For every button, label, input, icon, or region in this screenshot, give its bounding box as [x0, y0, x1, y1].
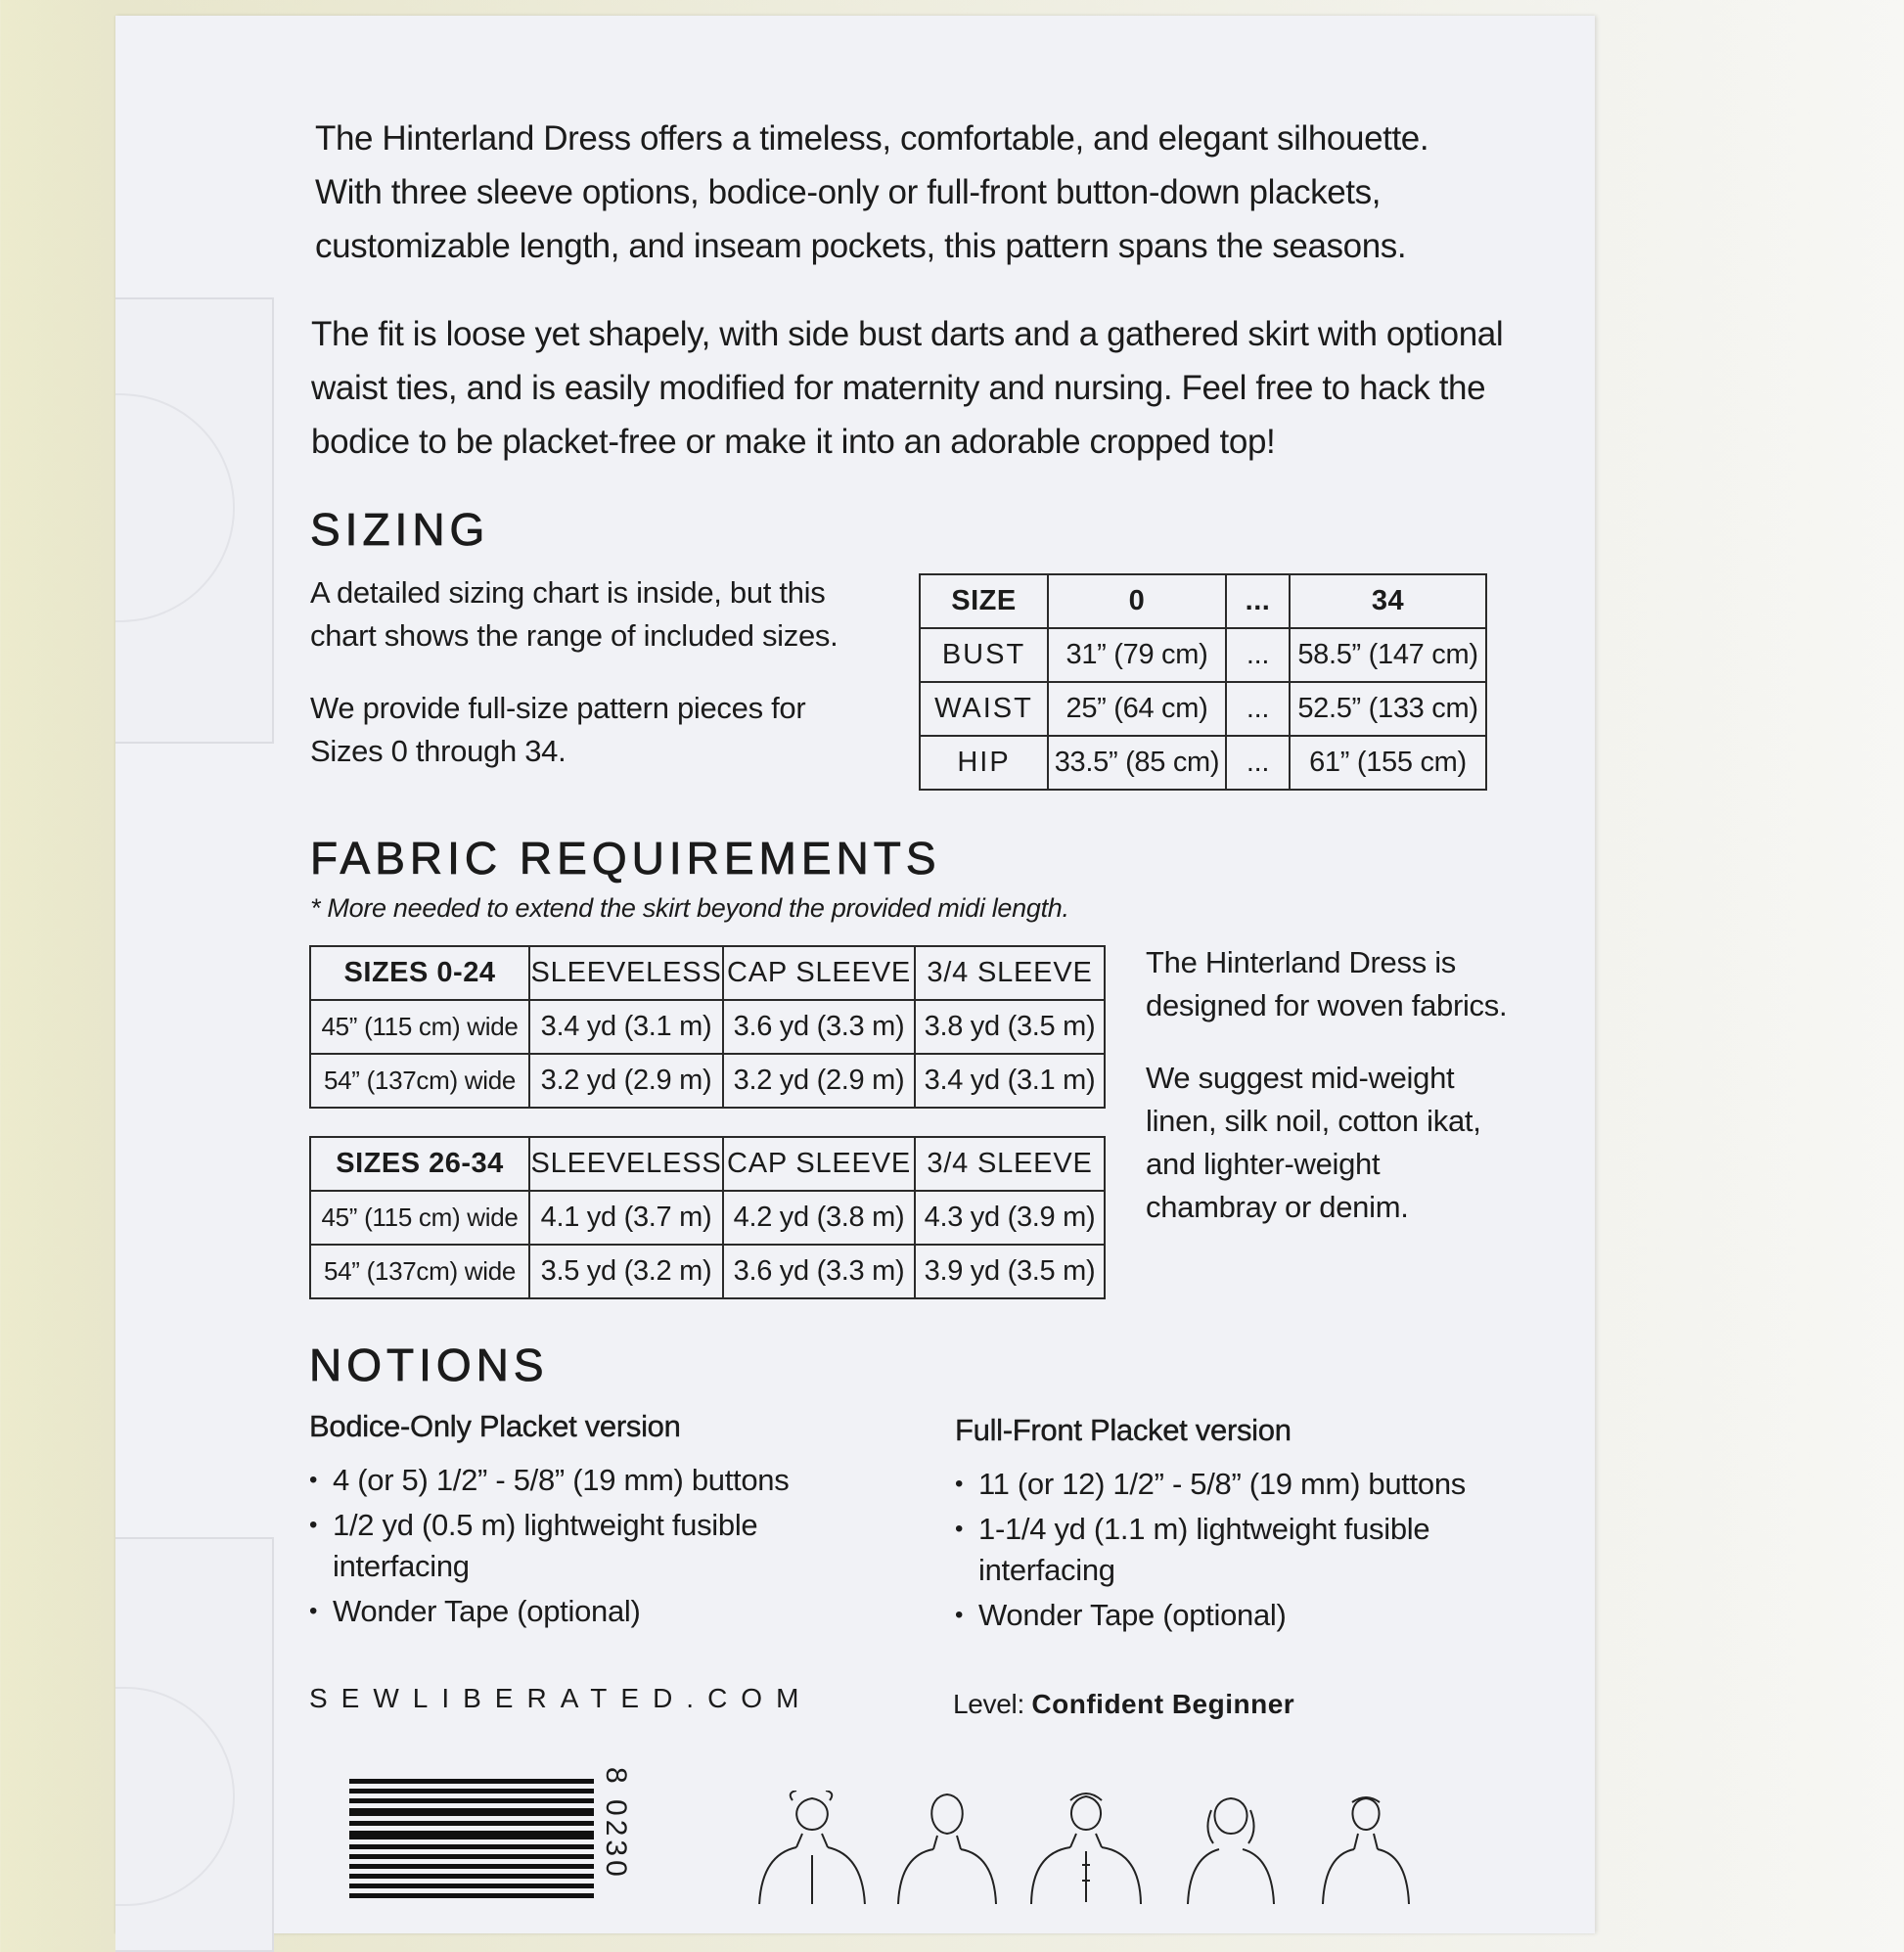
fabric-table-sizes-0-24: [309, 945, 1106, 1109]
table-row: [310, 1054, 1105, 1108]
table-header-row: [920, 574, 1486, 628]
table-cell: SIZES 0-24: [310, 946, 529, 1000]
notions-bodice-title: Bodice-Only Placket version: [309, 1409, 681, 1443]
notions-heading: NOTIONS: [309, 1339, 549, 1390]
fabric-note: * More needed to extend the skirt beyond the provided midi length.: [310, 893, 1069, 923]
table-cell: 33.5” (85 cm): [1048, 736, 1226, 790]
skill-level: [953, 1689, 1294, 1720]
table-header-row: [310, 946, 1105, 1000]
sizing-range-line: We provide full-size pattern pieces for: [310, 691, 806, 725]
table-cell: 3.6 yd (3.3 m): [723, 1000, 915, 1054]
table-cell: 31” (79 cm): [1048, 628, 1226, 682]
table-cell: ...: [1226, 574, 1290, 628]
table-cell: 4.3 yd (3.9 m): [915, 1191, 1105, 1245]
table-cell: 3.6 yd (3.3 m): [723, 1245, 915, 1298]
table-cell: 0: [1048, 574, 1226, 628]
intro-p1-line: The Hinterland Dress offers a timeless, comfortable, and elegant silhouette.: [315, 119, 1429, 158]
figure-illustration-5: [1323, 1797, 1409, 1904]
table-cell: 45” (115 cm) wide: [310, 1191, 529, 1245]
table-cell: ...: [1226, 628, 1290, 682]
table-cell: SIZE: [920, 574, 1048, 628]
table-cell: 3.2 yd (2.9 m): [529, 1054, 723, 1108]
table-cell: 3.9 yd (3.5 m): [915, 1245, 1105, 1298]
intro-p1-line: With three sleeve options, bodice-only or full-front button-down plackets,: [315, 173, 1382, 211]
table-cell: SLEEVELESS: [529, 946, 723, 1000]
table-cell: 3.8 yd (3.5 m): [915, 1000, 1105, 1054]
fabric-side-line: The Hinterland Dress is: [1146, 945, 1456, 979]
table-row: [920, 628, 1486, 682]
fabric-table-sizes-26-34: [309, 1136, 1106, 1299]
list-item: • 1-1/4 yd (1.1 m) lightweight fusible interfacing: [955, 1509, 1448, 1591]
fabric-suggestion: [1146, 1057, 1481, 1229]
sizing-description: [310, 571, 838, 658]
notions-bodice-section: [309, 1409, 857, 1636]
figure-illustration-1: [759, 1791, 865, 1904]
sizing-heading: SIZING: [310, 504, 490, 555]
notions-full-section: [955, 1413, 1503, 1640]
website-url: SEWLIBERATED.COM: [309, 1683, 813, 1713]
notions-full-list: [955, 1464, 1503, 1636]
table-cell: WAIST: [920, 682, 1048, 736]
list-item: • Wonder Tape (optional): [309, 1591, 857, 1632]
fabric-side-line: designed for woven fabrics.: [1146, 988, 1508, 1022]
list-item: • Wonder Tape (optional): [955, 1595, 1503, 1636]
table-cell: 4.1 yd (3.7 m): [529, 1191, 723, 1245]
list-item: • 1/2 yd (0.5 m) lightweight fusible interfacing: [309, 1505, 783, 1587]
sizing-desc-line: A detailed sizing chart is inside, but this: [310, 575, 826, 610]
table-cell: BUST: [920, 628, 1048, 682]
skill-level-label: Level:: [953, 1689, 1024, 1719]
table-cell: 45” (115 cm) wide: [310, 1000, 529, 1054]
table-row: [310, 1000, 1105, 1054]
table-cell: ...: [1226, 682, 1290, 736]
table-cell: 3/4 SLEEVE: [915, 946, 1105, 1000]
sizing-range-line: Sizes 0 through 34.: [310, 734, 567, 768]
fabric-side-line: and lighter-weight: [1146, 1147, 1381, 1181]
table-row: [310, 1191, 1105, 1245]
table-cell: 58.5” (147 cm): [1290, 628, 1486, 682]
table-row: [920, 736, 1486, 790]
table-cell: 34: [1290, 574, 1486, 628]
figure-illustration-4: [1188, 1798, 1274, 1904]
table-cell: 25” (64 cm): [1048, 682, 1226, 736]
table-row: [920, 682, 1486, 736]
figure-illustration-3: [1031, 1793, 1141, 1904]
intro-p2-line: The fit is loose yet shapely, with side bust darts and a gathered skirt with optional: [311, 315, 1504, 353]
table-cell: CAP SLEEVE: [723, 1137, 915, 1191]
table-cell: SIZES 26-34: [310, 1137, 529, 1191]
dress-figure-illustrations: [744, 1791, 1428, 1904]
table-cell: 61” (155 cm): [1290, 736, 1486, 790]
skill-level-value: Confident Beginner: [1031, 1689, 1295, 1719]
notions-bodice-list: [309, 1460, 857, 1632]
intro-p2-line: waist ties, and is easily modified for maternity and nursing. Feel free to hack the: [311, 369, 1486, 407]
fabric-side-line: chambray or denim.: [1146, 1190, 1409, 1224]
list-item: • 4 (or 5) 1/2” - 5/8” (19 mm) buttons: [309, 1460, 857, 1501]
table-cell: 3/4 SLEEVE: [915, 1137, 1105, 1191]
table-cell: 3.4 yd (3.1 m): [915, 1054, 1105, 1108]
sizing-range-note: [310, 687, 805, 773]
intro-p2-line: bodice to be placket-free or make it into an adorable cropped top!: [311, 423, 1276, 461]
table-cell: ...: [1226, 736, 1290, 790]
fabric-type-note: [1146, 941, 1507, 1027]
table-cell: 4.2 yd (3.8 m): [723, 1191, 915, 1245]
barcode-digits: 8 0230: [600, 1767, 632, 1881]
table-header-row: [310, 1137, 1105, 1191]
intro-paragraph-1: [315, 112, 1428, 273]
sizing-table: [919, 573, 1487, 791]
table-cell: 3.2 yd (2.9 m): [723, 1054, 915, 1108]
table-cell: SLEEVELESS: [529, 1137, 723, 1191]
table-cell: 3.4 yd (3.1 m): [529, 1000, 723, 1054]
table-cell: 54” (137cm) wide: [310, 1054, 529, 1108]
table-cell: HIP: [920, 736, 1048, 790]
table-row: [310, 1245, 1105, 1298]
fabric-heading: FABRIC REQUIREMENTS: [310, 833, 941, 884]
list-item: • 11 (or 12) 1/2” - 5/8” (19 mm) buttons: [955, 1464, 1503, 1505]
fabric-side-line: linen, silk noil, cotton ikat,: [1146, 1104, 1481, 1138]
fabric-side-line: We suggest mid-weight: [1146, 1061, 1455, 1095]
intro-paragraph-2: [311, 307, 1503, 469]
barcode: [349, 1779, 594, 1904]
sizing-desc-line: chart shows the range of included sizes.: [310, 618, 839, 653]
table-cell: 52.5” (133 cm): [1290, 682, 1486, 736]
notions-full-title: Full-Front Placket version: [955, 1413, 1292, 1447]
table-cell: 3.5 yd (3.2 m): [529, 1245, 723, 1298]
table-cell: CAP SLEEVE: [723, 946, 915, 1000]
figure-illustration-2: [898, 1794, 996, 1904]
table-cell: 54” (137cm) wide: [310, 1245, 529, 1298]
intro-p1-line: customizable length, and inseam pockets, this pattern spans the seasons.: [315, 227, 1407, 265]
